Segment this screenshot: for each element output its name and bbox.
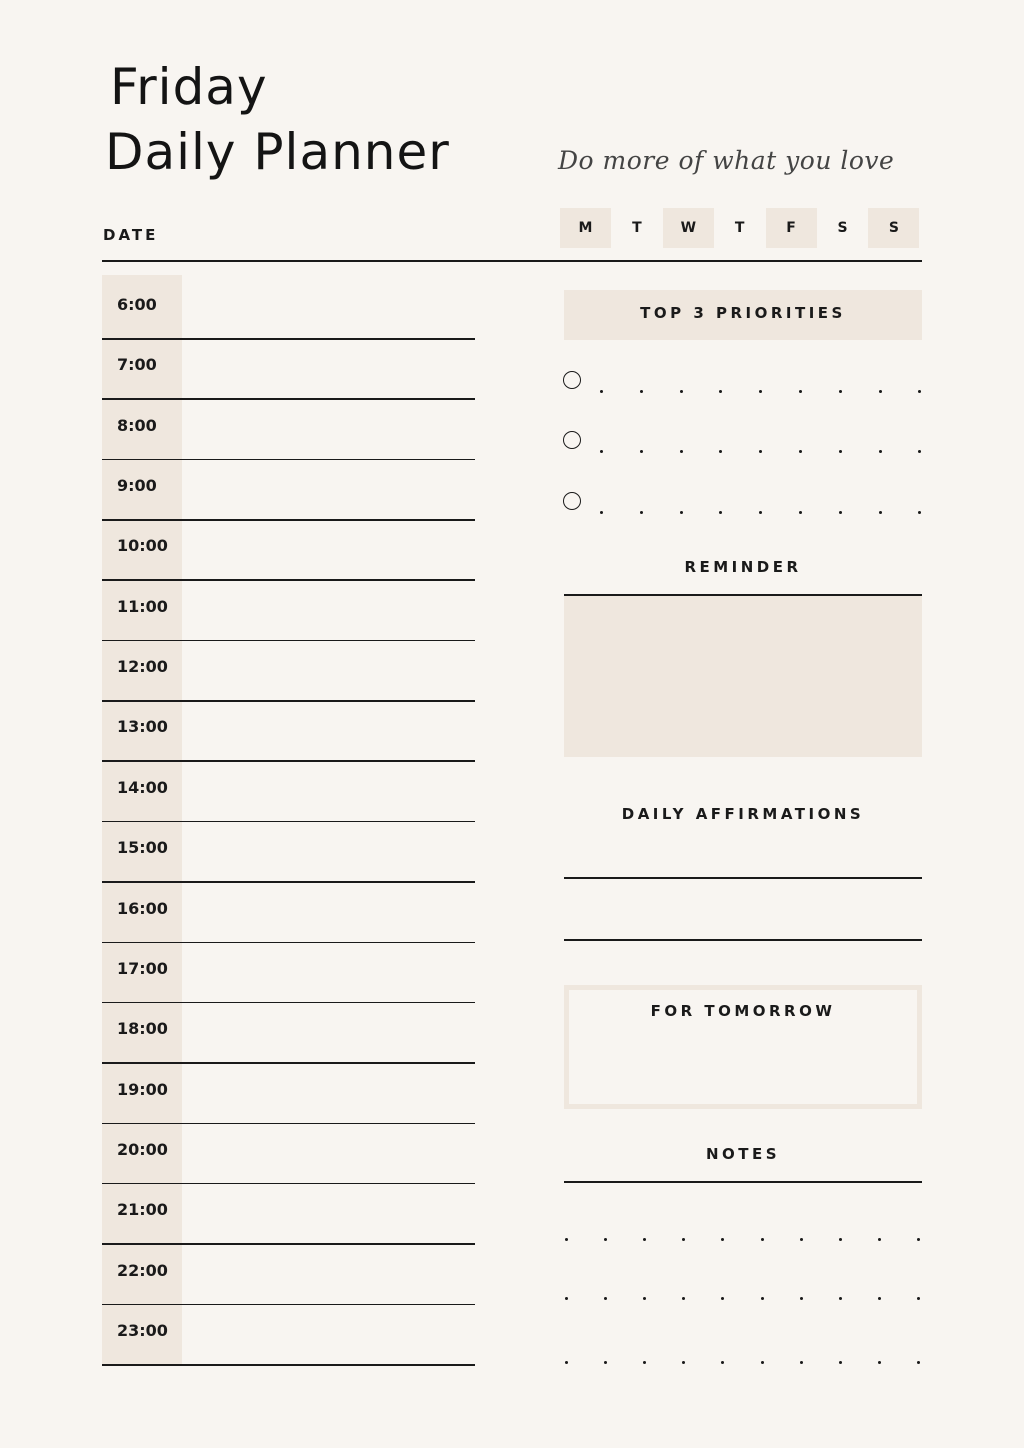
time-label: 15:00 bbox=[117, 838, 168, 858]
time-label: 21:00 bbox=[117, 1200, 168, 1220]
time-slot-line[interactable] bbox=[102, 1062, 475, 1064]
notes-dot bbox=[721, 1297, 724, 1300]
notes-dot bbox=[682, 1361, 685, 1364]
notes-dot bbox=[761, 1361, 764, 1364]
time-label: 7:00 bbox=[117, 355, 157, 375]
priority-dot bbox=[879, 450, 882, 453]
time-slot-line[interactable] bbox=[102, 519, 475, 521]
time-label: 8:00 bbox=[117, 415, 157, 435]
notes-dot bbox=[800, 1238, 803, 1241]
time-slot-line[interactable] bbox=[102, 942, 475, 944]
time-slot-line[interactable] bbox=[102, 1364, 475, 1366]
notes-dot bbox=[643, 1361, 646, 1364]
priority-dot bbox=[839, 390, 842, 393]
affirmation-line[interactable] bbox=[564, 877, 922, 879]
priority-dot bbox=[719, 450, 722, 453]
priority-dot bbox=[680, 511, 683, 514]
time-slot-line[interactable] bbox=[102, 760, 475, 762]
time-slot-line[interactable] bbox=[102, 881, 475, 883]
priority-dot bbox=[759, 450, 762, 453]
time-slot-line[interactable] bbox=[102, 640, 475, 642]
priority-dot bbox=[839, 511, 842, 514]
time-label: 19:00 bbox=[117, 1079, 168, 1099]
notes-dot bbox=[878, 1238, 881, 1241]
priority-dot bbox=[799, 450, 802, 453]
notes-dot bbox=[917, 1361, 920, 1364]
notes-dot bbox=[565, 1238, 568, 1241]
notes-dot bbox=[565, 1297, 568, 1300]
weekday-1[interactable]: T bbox=[632, 220, 642, 236]
notes-dot bbox=[721, 1238, 724, 1241]
time-slot-line[interactable] bbox=[102, 579, 475, 581]
priority-dot bbox=[680, 390, 683, 393]
time-slot-line[interactable] bbox=[102, 398, 475, 400]
priority-dot bbox=[799, 390, 802, 393]
tomorrow-heading: FOR TOMORROW bbox=[650, 1002, 836, 1020]
weekday-2[interactable]: W bbox=[663, 208, 714, 248]
notes-dot bbox=[682, 1238, 685, 1241]
priority-dot bbox=[640, 390, 643, 393]
header-divider bbox=[102, 260, 922, 262]
time-label: 13:00 bbox=[117, 717, 168, 737]
priority-checkbox[interactable] bbox=[563, 492, 581, 510]
time-label: 16:00 bbox=[117, 898, 168, 918]
priority-dot bbox=[879, 511, 882, 514]
time-label: 22:00 bbox=[117, 1260, 168, 1280]
time-label: 18:00 bbox=[117, 1019, 168, 1039]
time-slot-line[interactable] bbox=[102, 821, 475, 823]
time-slot-line[interactable] bbox=[102, 338, 475, 340]
priority-dot bbox=[719, 511, 722, 514]
notes-dot bbox=[839, 1361, 842, 1364]
weekday-0[interactable]: M bbox=[560, 208, 611, 248]
priority-dot bbox=[759, 511, 762, 514]
priority-checkbox[interactable] bbox=[563, 371, 581, 389]
priority-checkbox[interactable] bbox=[563, 431, 581, 449]
notes-dot bbox=[604, 1297, 607, 1300]
reminder-box[interactable] bbox=[564, 596, 922, 757]
time-label: 17:00 bbox=[117, 958, 168, 978]
weekday-5[interactable]: S bbox=[837, 220, 848, 236]
notes-divider bbox=[564, 1181, 922, 1183]
time-label: 23:00 bbox=[117, 1320, 168, 1340]
page-title: Daily Planner bbox=[105, 123, 450, 181]
notes-dot bbox=[643, 1238, 646, 1241]
notes-dot bbox=[761, 1238, 764, 1241]
page-title-day: Friday bbox=[110, 58, 268, 116]
priority-dot bbox=[640, 511, 643, 514]
notes-dot bbox=[565, 1361, 568, 1364]
date-label: DATE bbox=[103, 226, 159, 244]
weekday-4[interactable]: F bbox=[766, 208, 817, 248]
time-label: 10:00 bbox=[117, 536, 168, 556]
priority-dot bbox=[759, 390, 762, 393]
weekday-6[interactable]: S bbox=[868, 208, 919, 248]
priority-dot bbox=[680, 450, 683, 453]
priorities-heading: TOP 3 PRIORITIES bbox=[640, 304, 846, 322]
time-slot-line[interactable] bbox=[102, 1304, 475, 1306]
priority-dot bbox=[600, 511, 603, 514]
priority-dot bbox=[600, 450, 603, 453]
notes-dot bbox=[721, 1361, 724, 1364]
notes-dot bbox=[878, 1361, 881, 1364]
affirmations-heading: DAILY AFFIRMATIONS bbox=[621, 805, 865, 823]
priority-dot bbox=[918, 511, 921, 514]
time-label: 9:00 bbox=[117, 476, 157, 496]
notes-dot bbox=[917, 1297, 920, 1300]
affirmation-line[interactable] bbox=[564, 939, 922, 941]
notes-dot bbox=[800, 1297, 803, 1300]
priority-dot bbox=[600, 390, 603, 393]
notes-dot bbox=[682, 1297, 685, 1300]
time-slot-line[interactable] bbox=[102, 1243, 475, 1245]
notes-dot bbox=[604, 1238, 607, 1241]
priority-dot bbox=[839, 450, 842, 453]
priority-dot bbox=[918, 390, 921, 393]
notes-heading: NOTES bbox=[705, 1145, 781, 1163]
notes-dot bbox=[761, 1297, 764, 1300]
priority-dot bbox=[799, 511, 802, 514]
time-slot-line[interactable] bbox=[102, 700, 475, 702]
reminder-heading: REMINDER bbox=[684, 558, 802, 576]
time-slot-line[interactable] bbox=[102, 1123, 475, 1125]
tagline: Do more of what you love bbox=[558, 146, 895, 175]
priority-dot bbox=[918, 450, 921, 453]
notes-dot bbox=[800, 1361, 803, 1364]
time-slot-line[interactable] bbox=[102, 1002, 475, 1004]
time-label: 11:00 bbox=[117, 596, 168, 616]
weekday-3[interactable]: T bbox=[734, 220, 745, 236]
time-label: 6:00 bbox=[117, 295, 157, 314]
notes-dot bbox=[604, 1361, 607, 1364]
notes-dot bbox=[878, 1297, 881, 1300]
priority-dot bbox=[879, 390, 882, 393]
priority-dot bbox=[640, 450, 643, 453]
notes-dot bbox=[917, 1238, 920, 1241]
notes-dot bbox=[839, 1297, 842, 1300]
time-label: 20:00 bbox=[117, 1139, 168, 1159]
priority-dot bbox=[719, 390, 722, 393]
time-label: 12:00 bbox=[117, 657, 168, 677]
notes-dot bbox=[643, 1297, 646, 1300]
time-label: 14:00 bbox=[117, 777, 168, 797]
notes-dot bbox=[839, 1238, 842, 1241]
time-slot-line[interactable] bbox=[102, 459, 475, 461]
time-slot-line[interactable] bbox=[102, 1183, 475, 1185]
